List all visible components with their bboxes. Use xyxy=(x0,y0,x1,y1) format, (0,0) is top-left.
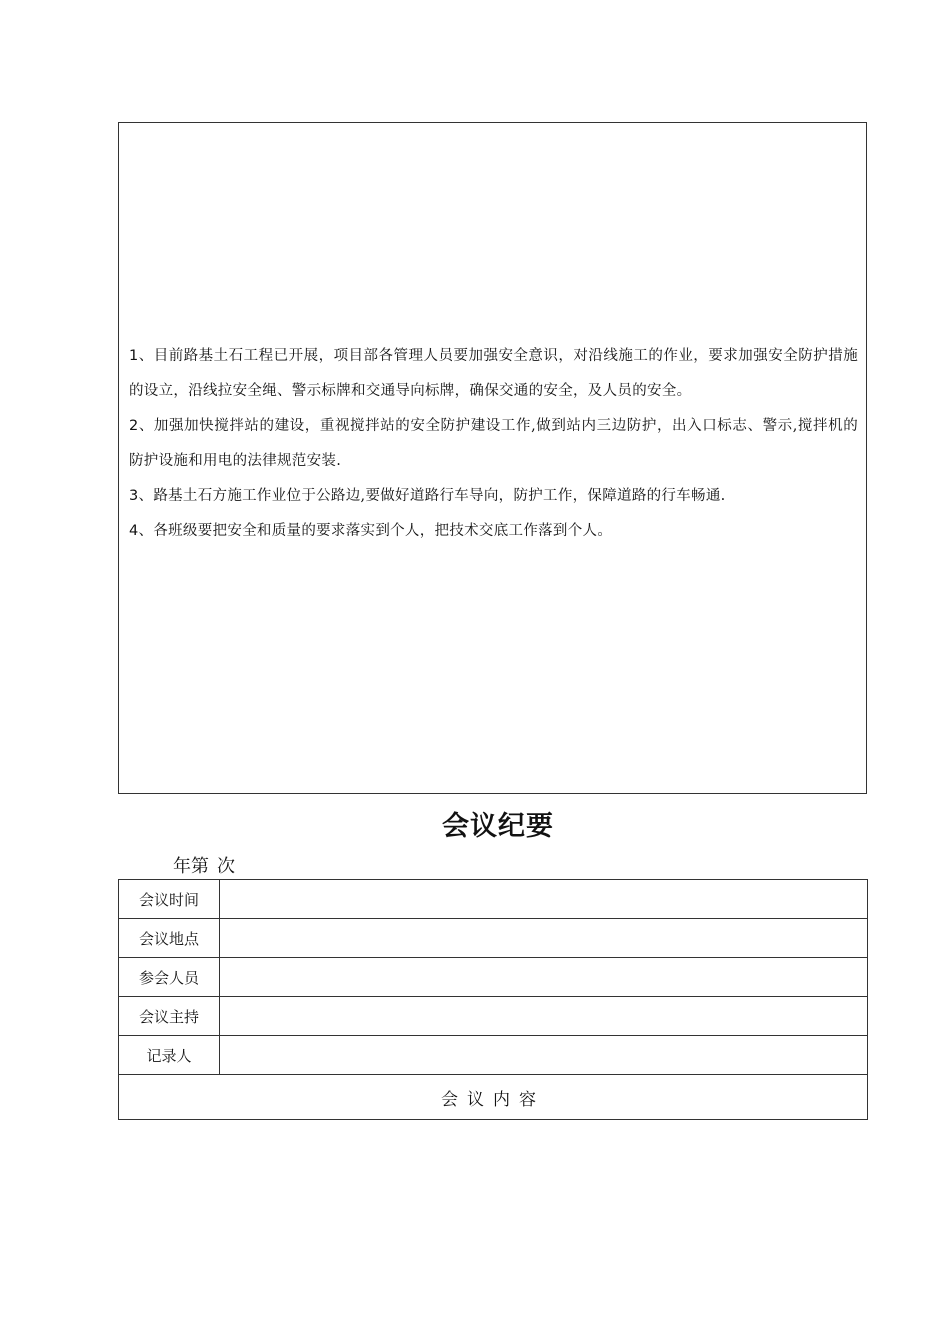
meeting-time-field[interactable] xyxy=(220,880,868,919)
meeting-location-label: 会议地点 xyxy=(119,919,220,958)
year-label: 年第 xyxy=(173,856,209,877)
attendees-label: 参会人员 xyxy=(119,958,220,997)
note-item: 1、目前路基土石工程已开展，项目部各管理人员要加强安全意识，对沿线施工的作业，要求加强安全防护措施的设立，沿线拉安全绳、警示标牌和交通导向标牌，确保交通的安全，及人员的安全。 xyxy=(129,348,858,399)
recorder-field[interactable] xyxy=(220,1036,868,1075)
host-field[interactable] xyxy=(220,997,868,1036)
meeting-content-box xyxy=(118,122,867,794)
table-row xyxy=(119,1036,868,1075)
table-row xyxy=(119,880,868,919)
meeting-time-label: 会议时间 xyxy=(119,880,220,919)
table-row xyxy=(119,997,868,1036)
count-label: 次 xyxy=(217,856,235,877)
recorder-label: 记录人 xyxy=(119,1036,220,1075)
note-item: 4、各班级要把安全和质量的要求落实到个人，把技术交底工作落到个人。 xyxy=(129,523,613,539)
attendees-field[interactable] xyxy=(220,958,868,997)
meeting-notes xyxy=(129,339,858,549)
table-row xyxy=(119,919,868,958)
note-item: 3、路基土石方施工作业位于公路边,要做好道路行车导向，防护工作，保障道路的行车畅通. xyxy=(129,488,726,504)
page-title: 会议纪要 xyxy=(442,811,554,842)
note-item: 2、加强加快搅拌站的建设，重视搅拌站的安全防护建设工作,做到站内三边防护，出入口标志、警示,搅拌机的防护设施和用电的法律规范安装. xyxy=(129,418,858,469)
meeting-location-field[interactable] xyxy=(220,919,868,958)
table-row xyxy=(119,1075,868,1120)
meeting-info-table xyxy=(118,879,868,1120)
meeting-number-line xyxy=(173,852,243,878)
host-label: 会议主持 xyxy=(119,997,220,1036)
table-row xyxy=(119,958,868,997)
meeting-content-header: 会议内容 xyxy=(119,1075,868,1120)
